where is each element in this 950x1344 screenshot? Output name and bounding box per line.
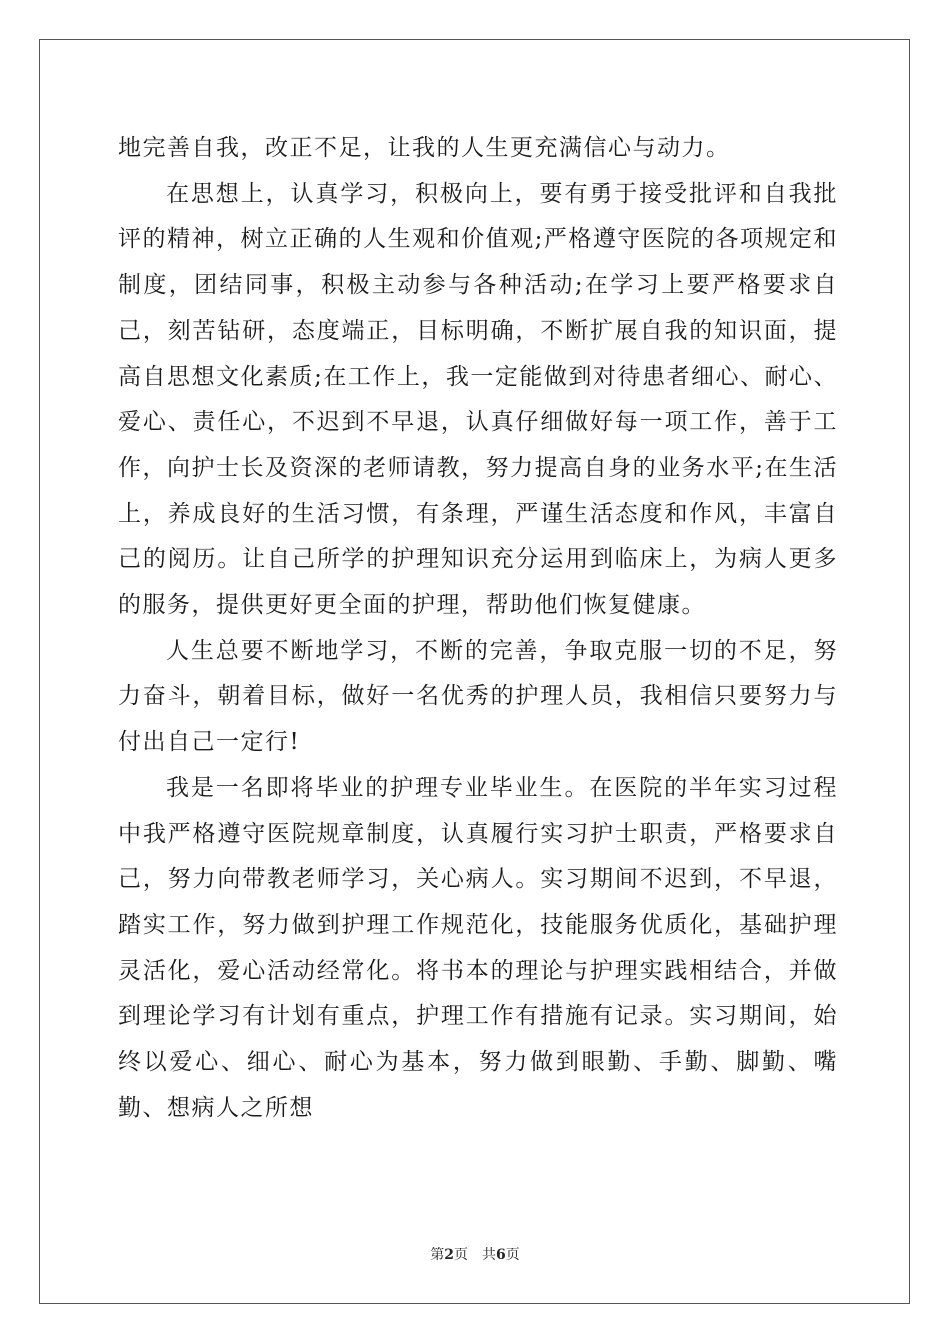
document-body bbox=[118, 126, 838, 1131]
paragraph-3: 人生总要不断地学习，不断的完善，争取克服一切的不足，努力奋斗，朝着目标，做好一名优秀的护理人员，我相信只要努力与付出自己一定行! bbox=[118, 637, 838, 756]
current-page-number: 2 bbox=[444, 1247, 454, 1263]
page-prefix: 第 bbox=[430, 1247, 445, 1263]
total-pages-number: 6 bbox=[496, 1247, 506, 1263]
page-footer bbox=[0, 1244, 950, 1264]
paragraph-4: 我是一名即将毕业的护理专业毕业生。在医院的半年实习过程中我严格遵守医院规章制度，认真履行实习护士职责，严格要求自己，努力向带教老师学习，关心病人。实习期间不迟到，不早退，踏实工作，努力做到护理工作规范化，技能服务优质化，基础护理灵活化，爱心活动经常化。将书本的理论与护理实践相结合，并做到理论学习有计划有重点，护理工作有措施有记录。实习期间，始终以爱心、细心、耐心为基本，努力做到眼勤、手勤、脚勤、嘴勤、想病人之所想 bbox=[118, 774, 838, 1121]
page-suffix: 页 bbox=[454, 1247, 468, 1263]
paragraph-2: 在思想上，认真学习，积极向上，要有勇于接受批评和自我批评的精神，树立正确的人生观和价值观;严格遵守医院的各项规定和制度，团结同事，积极主动参与各种活动;在学习上要严格要求自己，刻苦钻研，态度端正，目标明确，不断扩展自我的知识面，提高自思想文化素质;在工作上，我一定能做到对待患者细心、耐心、爱心、责任心，不迟到不早退，认真仔细做好每一项工作，善于工作，向护士长及资深的老师请教，努力提高自身的业务水平;在生活上，养成良好的生活习惯，有条理，严谨生活态度和作风，丰富自己的阅历。让自己所学的护理知识充分运用到临床上，为病人更多的服务，提供更好更全面的护理，帮助他们恢复健康。 bbox=[118, 180, 838, 619]
paragraph-1: 地完善自我，改正不足，让我的人生更充满信心与动力。 bbox=[118, 135, 731, 161]
total-prefix: 共 bbox=[482, 1247, 496, 1263]
total-suffix: 页 bbox=[505, 1247, 520, 1263]
